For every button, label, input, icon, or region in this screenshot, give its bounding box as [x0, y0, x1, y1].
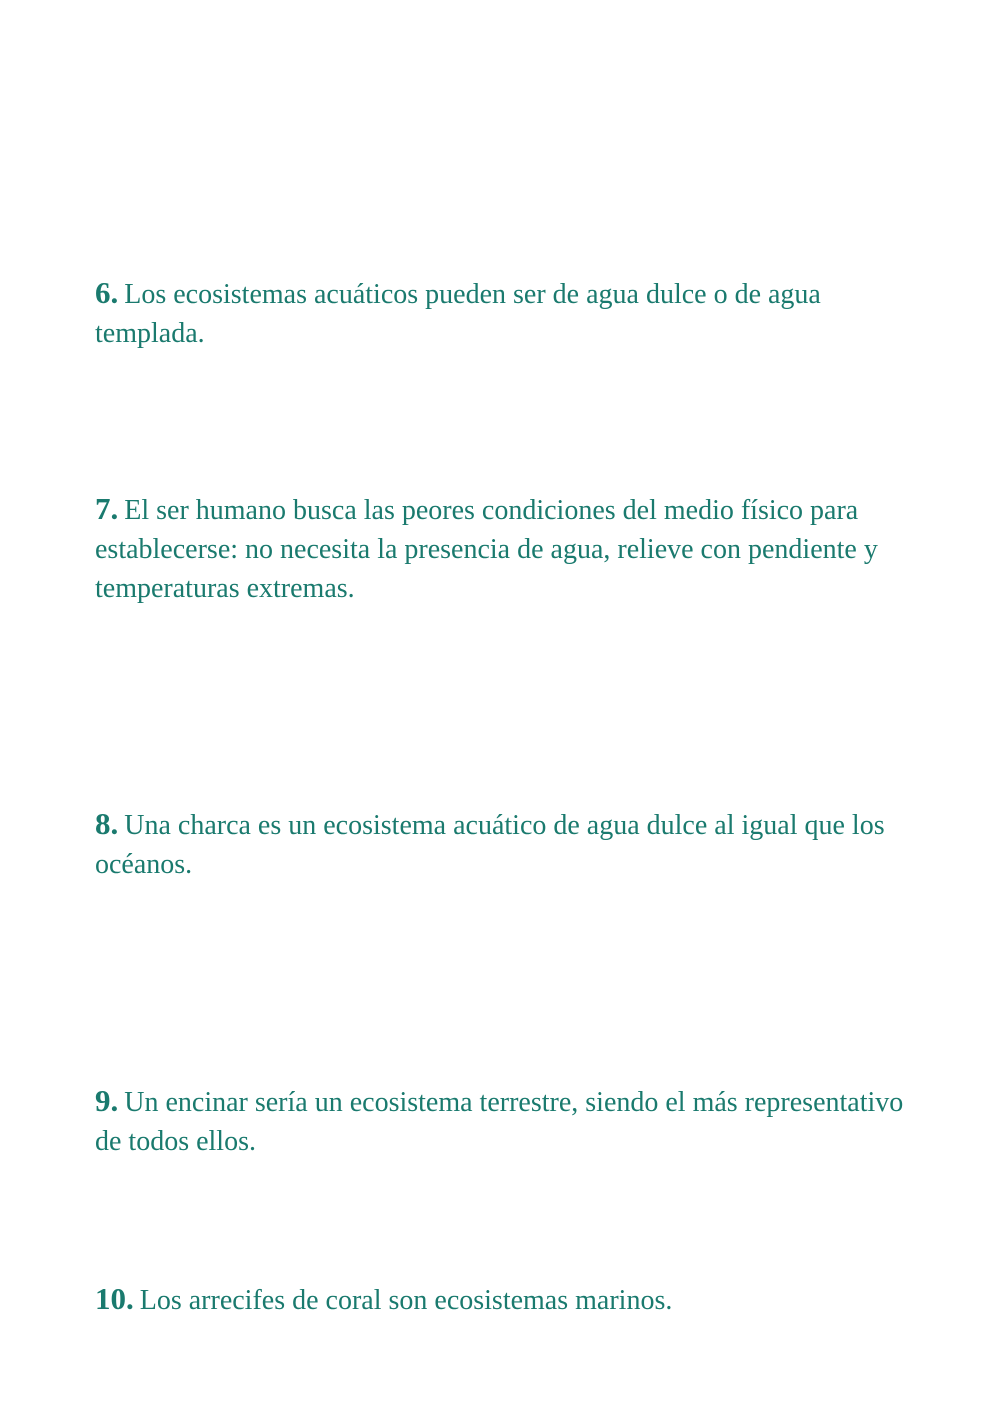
statement-8: [95, 804, 915, 884]
statement-number: 8.: [95, 806, 119, 841]
statement-text: El ser humano busca las peores condiciones del medio físico para establecerse: no necesita la presencia de agua, relieve con pendiente y temperaturas extremas.: [95, 495, 878, 604]
statement-number: 10.: [95, 1281, 134, 1316]
statement-number: 7.: [95, 491, 119, 526]
statement-number: 9.: [95, 1083, 119, 1118]
statement-text: Un encinar sería un ecosistema terrestre, siendo el más representativo de todos ellos.: [95, 1087, 904, 1157]
statement-text: Los arrecifes de coral son ecosistemas marinos.: [139, 1285, 673, 1316]
statement-9: [95, 1081, 915, 1161]
statement-text: Una charca es un ecosistema acuático de agua dulce al igual que los océanos.: [95, 810, 885, 880]
statement-number: 6.: [95, 275, 119, 310]
statement-7: [95, 489, 915, 608]
statement-text: Los ecosistemas acuáticos pueden ser de agua dulce o de agua templada.: [95, 279, 821, 349]
statement-6: [95, 273, 915, 353]
statement-10: [95, 1279, 915, 1320]
